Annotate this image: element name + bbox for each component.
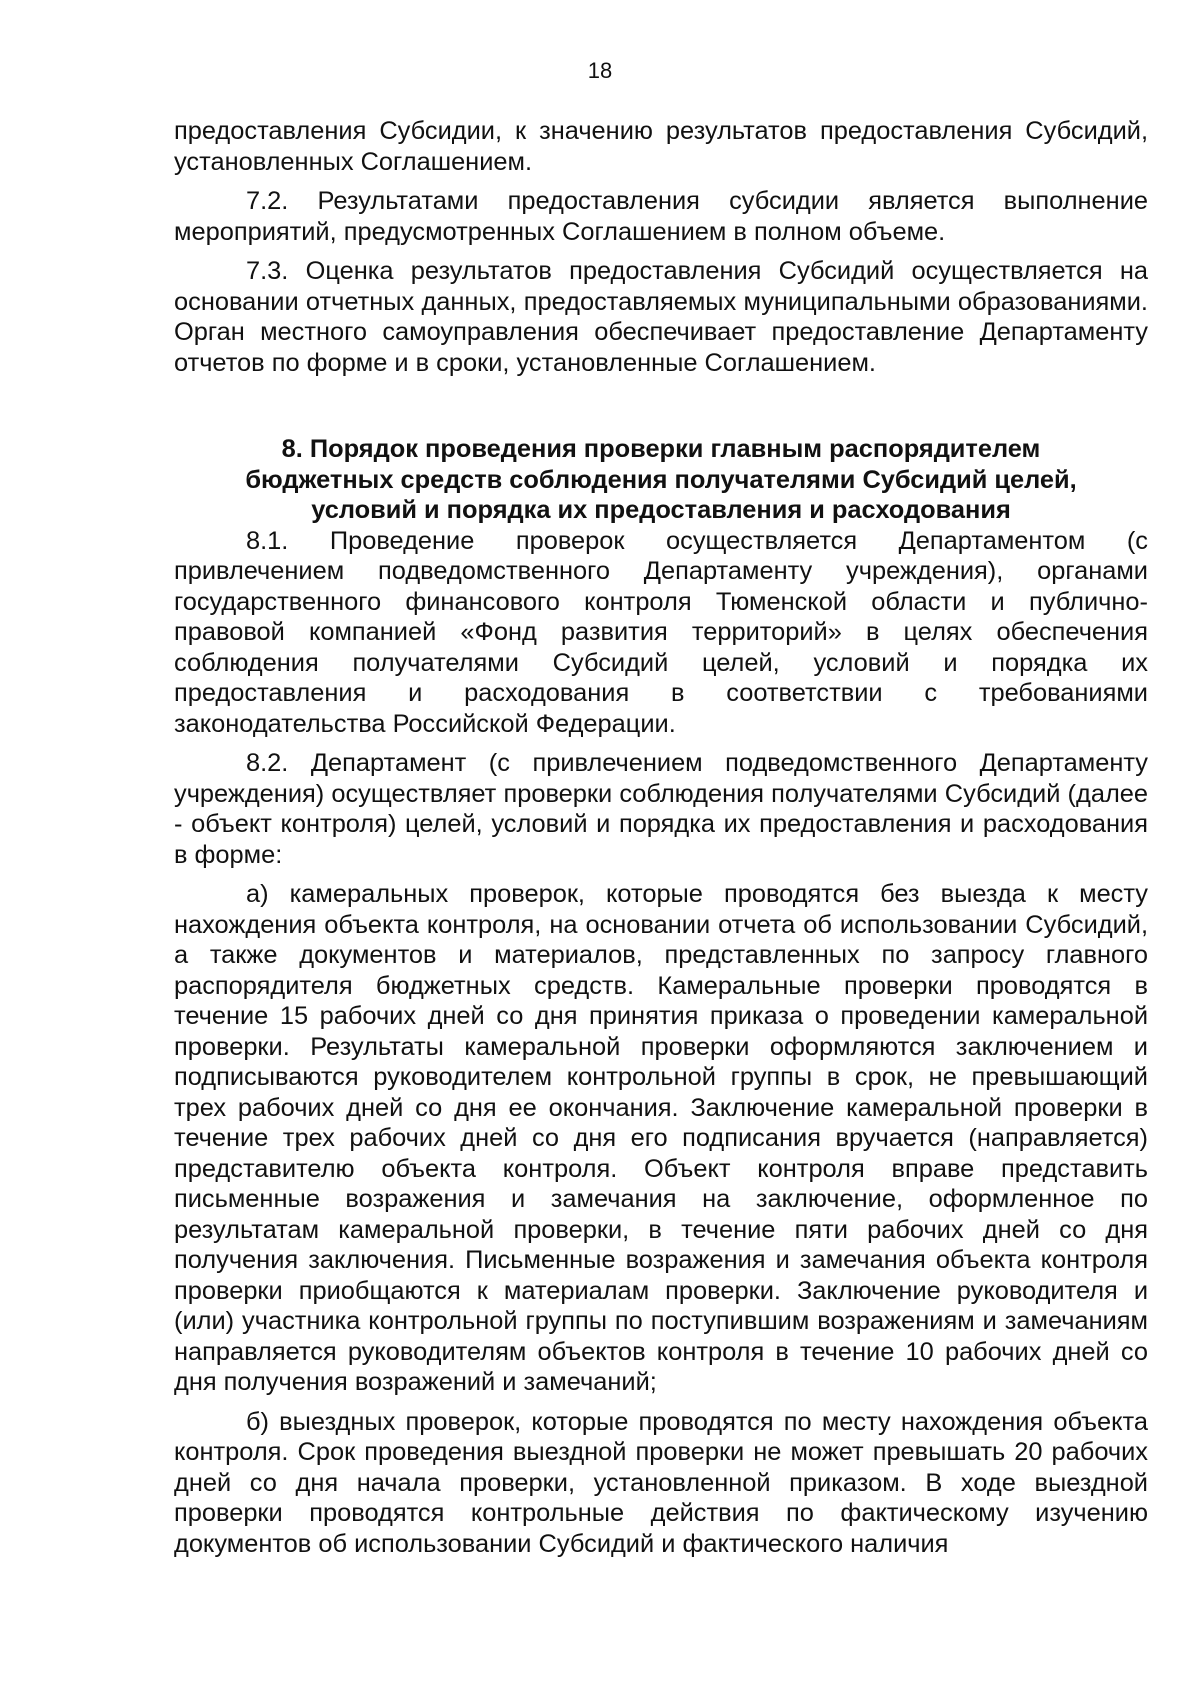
page-number: 18 bbox=[587, 58, 613, 83]
document-body bbox=[174, 116, 1148, 1559]
paragraph-7-3: 7.3. Оценка результатов предоставления Субсидий осуществляется на основании отчетных данных, предоставляемых муниципальными образованиями. Орган местного самоуправления обеспечивает предоставление Департаменту отчетов по форме и в сроки, установленные Соглашением. bbox=[174, 257, 1148, 377]
paragraph-8-2: 8.2. Департамент (с привлечением подведомственного Департаменту учреждения) осуществляет проверки соблюдения получателями Субсидий (далее - объект контроля) целей, условий и порядка их предоставления и расходования в форме: bbox=[174, 749, 1148, 869]
paragraph-8-2-a: а) камеральных проверок, которые проводятся без выезда к месту нахождения объекта контроля, на основании отчета об использовании Субсидий, а также документов и материалов, представленных по запросу главного распорядителя бюджетных средств. Камеральные проверки проводятся в течение 15 рабочих дней со дня принятия приказа о проведении камеральной проверки. Результаты камеральной проверки оформляются заключением и подписываются руководителем контрольной группы в срок, не превышающий трех рабочих дней со дня ее окончания. Заключение камеральной проверки в течение трех рабочих дней со дня его подписания вручается (направляется) представителю объекта контроля. Объект контроля вправе представить письменные возражения и замечания на заключение, оформленное по результатам камеральной проверки, в течение пяти рабочих дней со дня получения заключения. Письменные возражения и замечания объекта контроля проверки приобщаются к материалам проверки. Заключение руководителя и (или) участника контрольной группы по поступившим возражениям и замечаниям направляется руководителям объектов контроля в течение 10 рабочих дней со дня получения возражений и замечаний; bbox=[174, 880, 1148, 1396]
paragraph-continuation: предоставления Субсидии, к значению результатов предоставления Субсидий, установленных Соглашением. bbox=[174, 117, 1148, 176]
paragraph-8-2-b: б) выездных проверок, которые проводятся по месту нахождения объекта контроля. Срок проведения выездной проверки не может превышать 20 рабочих дней со дня начала проверки, установленной приказом. В ходе выездной проверки проводятся контрольные действия по фактическому изучению документов об использовании Субсидий и фактического наличия bbox=[174, 1407, 1148, 1558]
paragraph-7-2: 7.2. Результатами предоставления субсидии является выполнение мероприятий, предусмотренных Соглашением в полном объеме. bbox=[174, 187, 1148, 246]
section-heading-8: 8. Порядок проведения проверки главным распорядителем бюджетных средств соблюдения получателями Субсидий целей, условий и порядка их предоставления и расходования bbox=[245, 435, 1077, 524]
paragraph-8-1: 8.1. Проведение проверок осуществляется Департаментом (с привлечением подведомственного Департаменту учреждения), органами государственного финансового контроля Тюменской области и публично-правовой компанией «Фонд развития территорий» в целях обеспечения соблюдения получателями Субсидий целей, условий и порядка их предоставления и расходования в соответствии с требованиями законодательства Российской Федерации. bbox=[174, 526, 1148, 738]
